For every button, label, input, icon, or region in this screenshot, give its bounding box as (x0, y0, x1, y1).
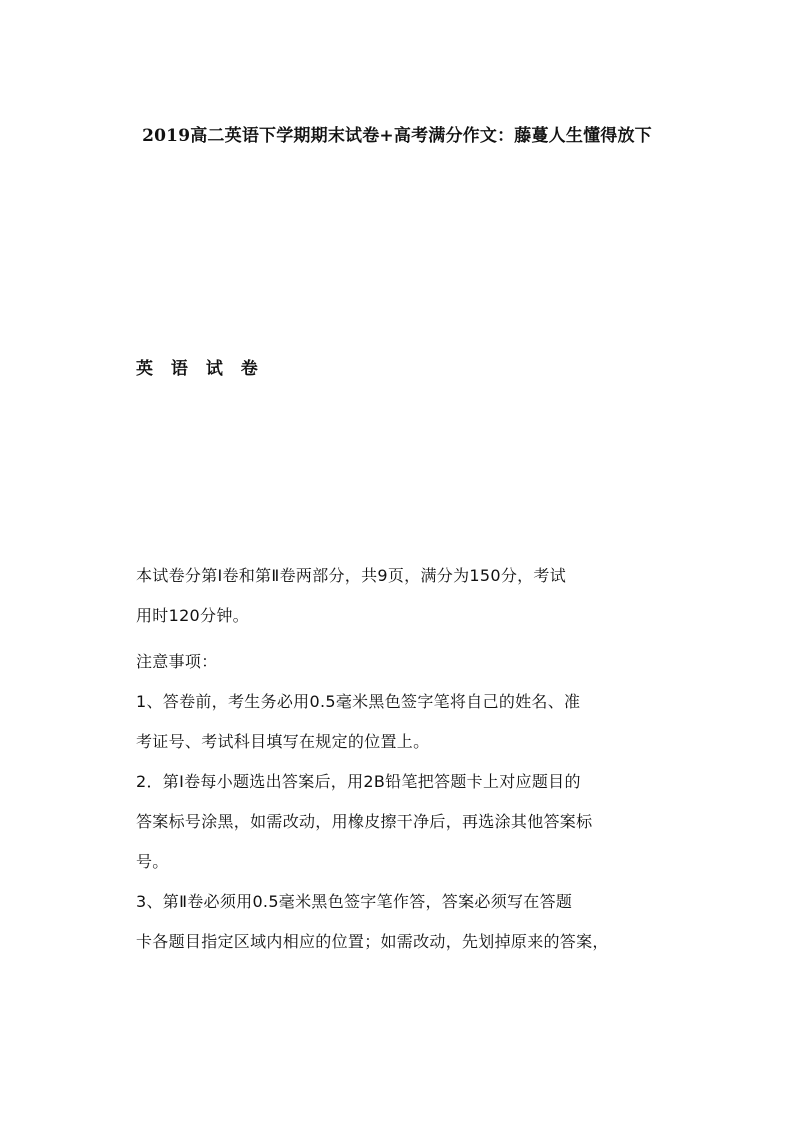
note-line: 考证号、考试科目填写在规定的位置上。 (136, 732, 430, 751)
intro-line: 本试卷分第Ⅰ卷和第Ⅱ卷两部分，共9页，满分为150分，考试 (136, 566, 567, 585)
note-line: 2．第Ⅰ卷每小题选出答案后，用2B铅笔把答题卡上对应题目的 (136, 772, 581, 791)
intro-paragraph (136, 556, 664, 636)
note-line: 卡各题目指定区域内相应的位置；如需改动，先划掉原来的答案， (136, 932, 609, 951)
notes-heading (136, 642, 664, 682)
document-title: 2019高二英语下学期期末试卷+高考满分作文：藤蔓人生懂得放下 (142, 126, 652, 146)
notes-list (136, 682, 664, 962)
note-line: 号。 (136, 852, 169, 871)
section-heading: 英 语 试 卷 (136, 359, 264, 379)
note-line: 3、第Ⅱ卷必须用0.5毫米黑色签字笔作答，答案必须写在答题 (136, 892, 573, 911)
intro-line: 用时120分钟。 (136, 606, 249, 625)
note-line: 1、答卷前，考生务必用0.5毫米黑色签字笔将自己的姓名、准 (136, 692, 581, 711)
notes-heading-text: 注意事项： (136, 652, 218, 671)
note-line: 答案标号涂黑，如需改动，用橡皮擦干净后，再选涂其他答案标 (136, 812, 593, 831)
